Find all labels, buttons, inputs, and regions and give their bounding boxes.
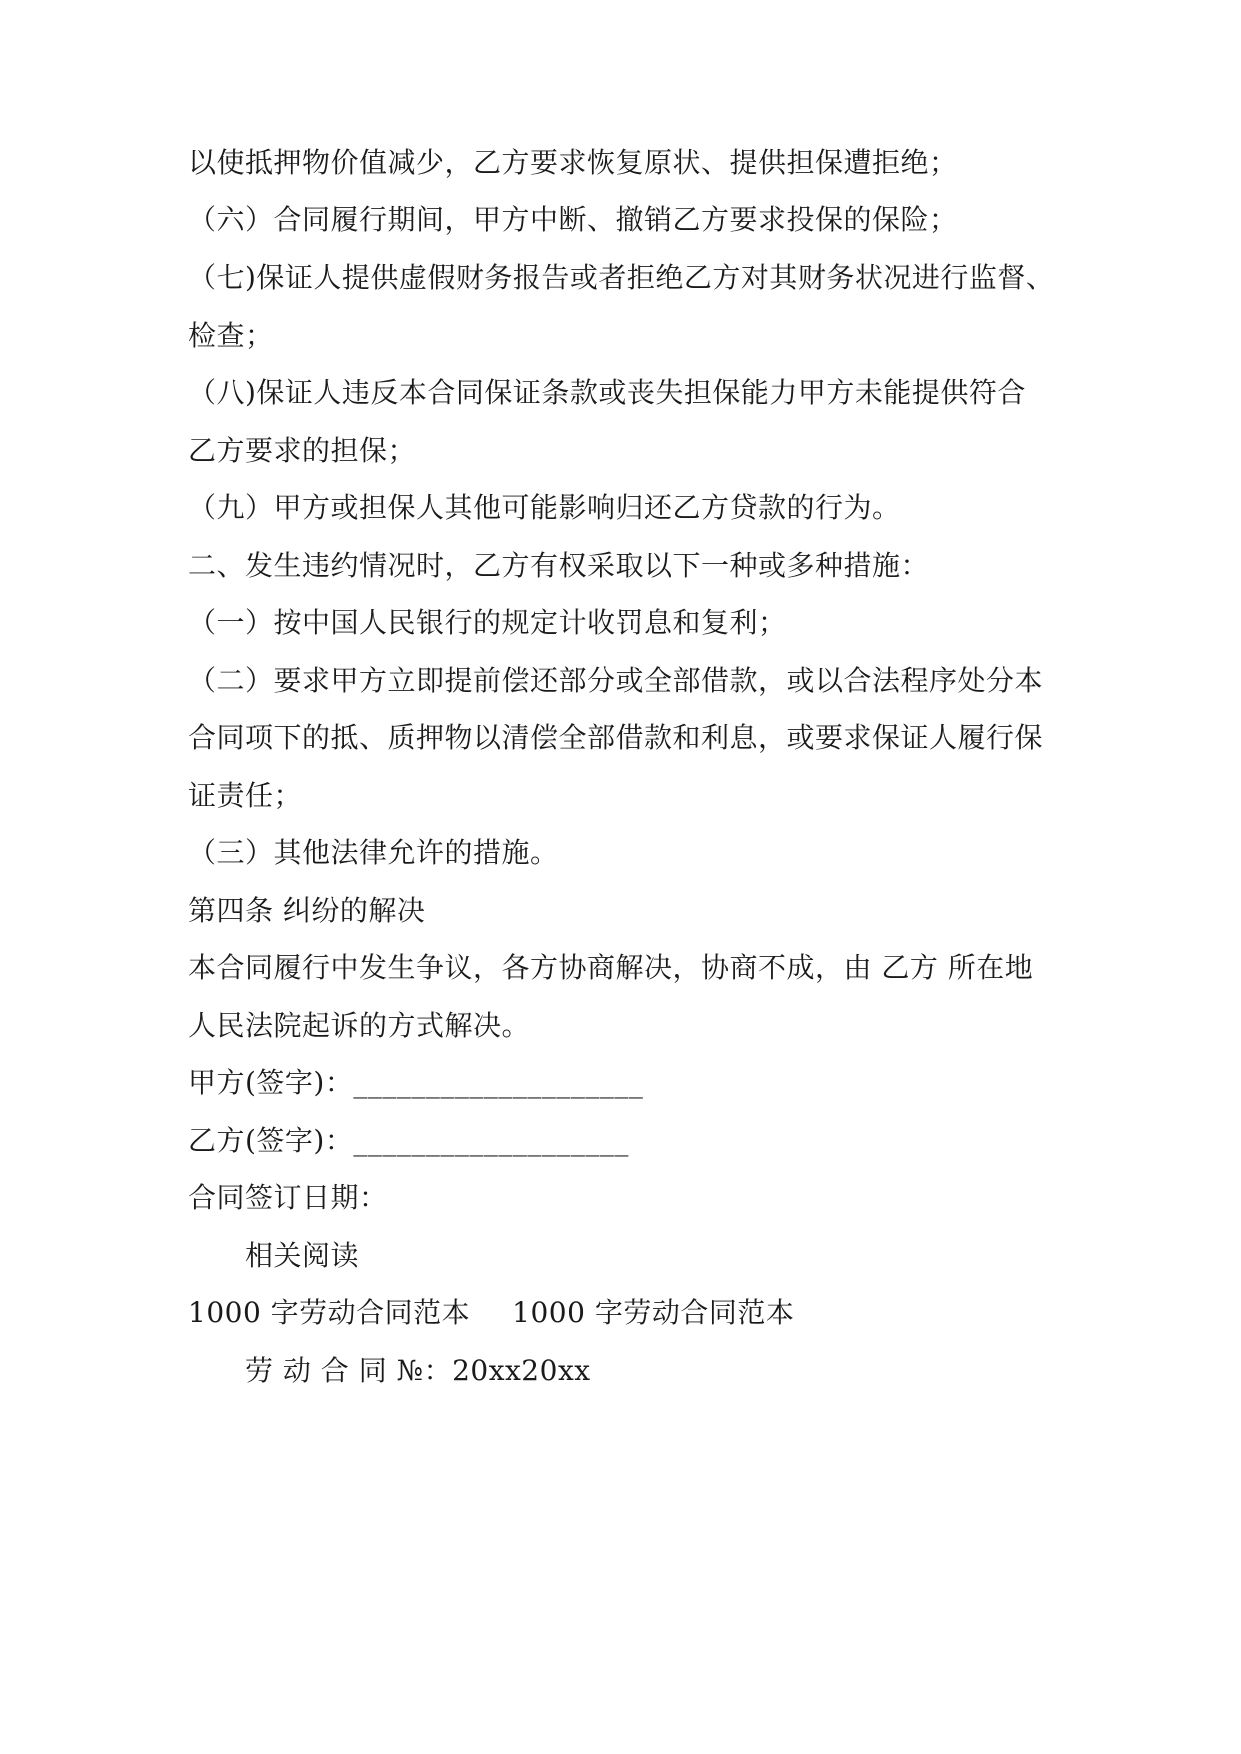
paragraph-line: （二）要求甲方立即提前偿还部分或全部借款，或以合法程序处分本 [188,664,1044,697]
contract-title: 劳 动 合 同 №：20xx20xx [245,1354,591,1387]
related-links [188,1293,794,1333]
related-link[interactable]: 1000 字劳动合同范本 [188,1296,471,1329]
sign-date: 合同签订日期： [188,1181,388,1214]
paragraph-line: （七)保证人提供虚假财务报告或者拒绝乙方对其财务状况进行监督、 [188,261,1055,294]
paragraph-line: 证责任； [188,779,303,812]
paragraph-line: （一）按中国人民银行的规定计收罚息和复利； [188,606,787,639]
paragraph-line: （八)保证人违反本合同保证条款或丧失担保能力甲方未能提供符合 [188,376,1026,409]
paragraph-line: 以使抵押物价值减少，乙方要求恢复原状、提供担保遭拒绝； [188,146,958,179]
article-heading: 第四条 纠纷的解决 [188,894,426,927]
paragraph-line: 本合同履行中发生争议，各方协商解决，协商不成，由 乙方 所在地 [188,951,1034,984]
related-heading: 相关阅读 [245,1239,360,1272]
section-heading: 二、发生违约情况时，乙方有权采取以下一种或多种措施： [188,549,930,582]
related-link[interactable]: 1000 字劳动合同范本 [512,1296,795,1329]
signature-party-b: 乙方(签字)：___________________ [188,1124,629,1157]
paragraph-line: （九）甲方或担保人其他可能影响归还乙方贷款的行为。 [188,491,901,524]
paragraph-line: 乙方要求的担保； [188,434,417,467]
paragraph-line: 合同项下的抵、质押物以清偿全部借款和利息，或要求保证人履行保 [188,721,1044,754]
paragraph-line: 检查； [188,319,274,352]
paragraph-line: 人民法院起诉的方式解决。 [188,1009,531,1042]
paragraph-line: （六）合同履行期间，甲方中断、撤销乙方要求投保的保险； [188,203,958,236]
signature-party-a: 甲方(签字)：____________________ [188,1066,644,1099]
paragraph-line: （三）其他法律允许的措施。 [188,836,559,869]
